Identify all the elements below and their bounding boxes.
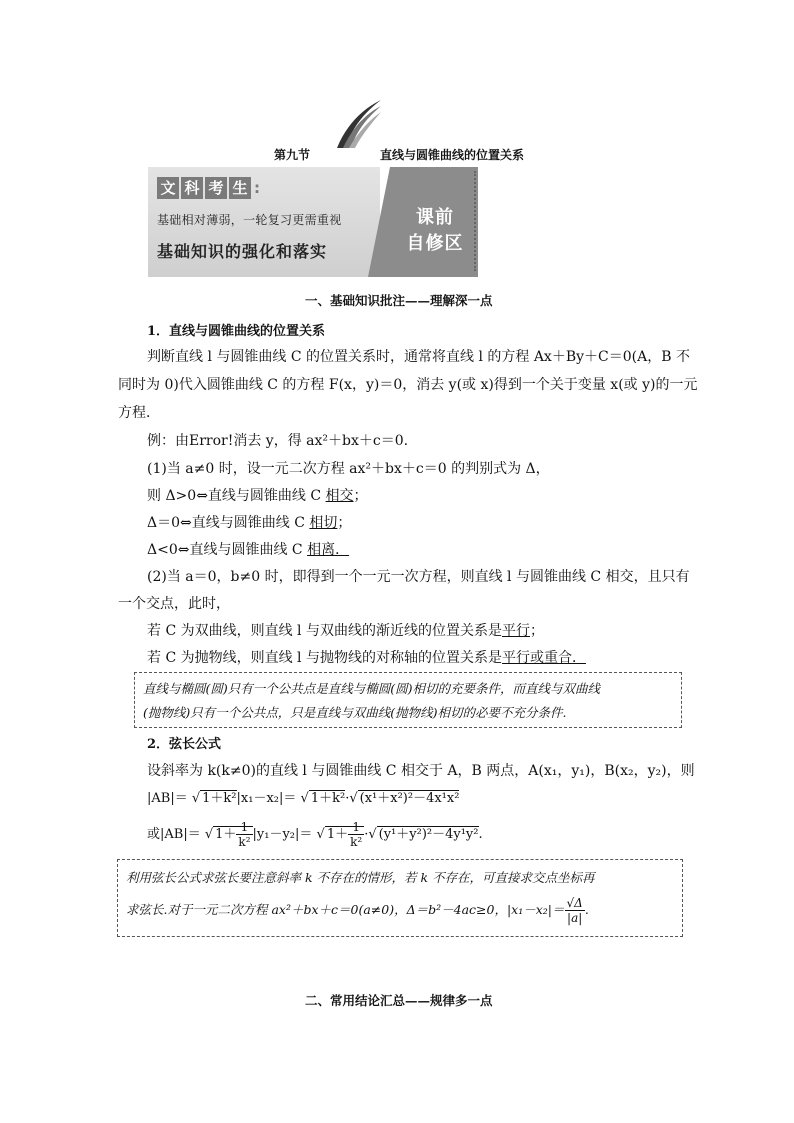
numerator <box>565 896 585 911</box>
numerator: 1 <box>348 820 364 835</box>
s1-title: 1．直线与圆锥曲线的位置关系 <box>147 324 326 339</box>
text: 1＋ <box>215 827 237 842</box>
banner-tag-char: 生 <box>229 177 251 199</box>
banner-left-panel <box>148 167 380 277</box>
note-line: (抛物线)只有一个公共点，只是直线与双曲线(抛物线)相切的必要不充分条件. <box>143 705 567 720</box>
banner-tag-char: 科 <box>181 177 203 199</box>
text: 求弦长.对于一元二次方程 ax²＋bx＋c＝0(a≠0)，Δ＝b²－4ac≥0，|x₁－x₂|＝ <box>126 902 565 917</box>
answer-blank: 平行 <box>502 623 530 639</box>
answer-blank: 相交 <box>325 488 354 504</box>
text: Δ<0⇔直线与圆锥曲线 C <box>147 542 308 558</box>
text: Δ＝0⇔直线与圆锥曲线 C <box>147 515 310 531</box>
s1-parabola <box>147 647 586 667</box>
radicand <box>325 820 364 849</box>
banner-subtitle: 基础相对薄弱，一轮复习更需重视 <box>157 213 342 227</box>
banner-tag-colon: : <box>254 179 260 197</box>
s1-para-line: 同时为 0)代入圆锥曲线 C 的方程 F(x，y)＝0，消去 y(或 x)得到一个关于变量 x(或 y)的一元 <box>118 377 698 393</box>
s2-para: 设斜率为 k(k≠0)的直线 l 与圆锥曲线 C 相交于 A，B 两点，A(x₁，y₁)，B(x₂，y₂)，则 <box>147 763 695 779</box>
answer-blank: 相离． <box>307 542 350 558</box>
s1-para-line: 判断直线 l 与圆锥曲线 C 的位置关系时，通常将直线 l 的方程 Ax＋By＋C＝0(A，B 不 <box>147 349 690 365</box>
text: . <box>584 902 589 917</box>
radicand <box>213 820 252 849</box>
note-line: 利用弦长公式求弦长要注意斜率 k 不存在的情形，若 k 不存在，可直接求交点坐标再 <box>126 870 595 885</box>
text: ； <box>530 623 544 639</box>
part1-heading: 一、基础知识批注——理解深一点 <box>305 293 493 308</box>
s1-result-intersect <box>147 485 368 505</box>
text: |x₁－x₂|＝ <box>236 791 297 806</box>
denominator: k² <box>350 835 363 849</box>
note-box <box>134 672 682 728</box>
text: · <box>345 791 350 806</box>
s1-case2-line: (2)当 a＝0，b≠0 时，即得到一个一元一次方程，则直线 l 与圆锥曲线 C 相交，且只有 <box>147 569 690 585</box>
sqrt-icon: √ <box>204 827 214 842</box>
note-line <box>126 896 589 925</box>
sqrt-icon: √ <box>368 827 377 842</box>
banner-tag-char: 考 <box>205 177 227 199</box>
sqrt-icon: √ <box>566 896 575 910</box>
text: 1＋ <box>326 827 349 842</box>
text: . <box>478 827 483 842</box>
banner-right-label <box>396 205 474 257</box>
s1-case2-line: 一个交点，此时， <box>118 596 230 612</box>
text: 若 C 为双曲线，则直线 l 与双曲线的渐近线的位置关系是 <box>147 623 502 639</box>
text: |y₁－y₂|＝ <box>252 827 313 842</box>
radicand: (x¹＋x²)²－4x¹x² <box>359 791 460 806</box>
fraction <box>565 896 585 925</box>
sqrt-icon: √ <box>316 827 325 842</box>
answer-blank: 相切 <box>309 515 338 531</box>
denominator: k² <box>238 835 251 849</box>
s1-case1: (1)当 a≠0 时，设一元二次方程 ax²＋bx＋c＝0 的判别式为 Δ， <box>147 461 550 477</box>
text: |AB|＝ <box>147 791 188 806</box>
banner-main-text: 基础知识的强化和落实 <box>157 242 328 261</box>
chord-formula-x <box>147 787 459 806</box>
answer-blank: 平行或重合． <box>502 650 586 666</box>
numerator: 1 <box>236 820 252 835</box>
text: 则 Δ>0⇔直线与圆锥曲线 C <box>147 488 326 504</box>
section-number: 第九节 <box>274 148 311 162</box>
banner-right-line: 课前 <box>416 207 454 228</box>
s1-hyperbola <box>147 620 544 640</box>
s1-result-tangent <box>147 512 351 532</box>
sqrt-icon: √ <box>191 791 201 806</box>
banner-tag-char: 文 <box>157 177 179 199</box>
radicand: 1＋k² <box>310 791 346 806</box>
banner-right-line: 自修区 <box>406 233 464 254</box>
s2-title: 2．弦长公式 <box>147 737 222 752</box>
denominator: |a| <box>567 911 583 925</box>
banner-tag <box>157 177 261 199</box>
chord-formula-y <box>147 820 483 849</box>
sqrt-icon: √ <box>300 791 309 806</box>
part2-heading: 二、常用结论汇总——规律多一点 <box>305 993 493 1008</box>
sqrt-icon: √ <box>349 791 358 806</box>
text: 若 C 为抛物线，则直线 l 与抛物线的对称轴的位置关系是 <box>147 650 502 666</box>
fraction <box>348 820 364 849</box>
text: 或|AB|＝ <box>147 827 201 842</box>
fraction <box>236 820 252 849</box>
swoosh-decoration-icon <box>335 98 383 150</box>
radicand: (y¹＋y²)²－4y¹y² <box>378 827 479 842</box>
banner-dotted-divider <box>474 171 478 271</box>
text: ； <box>337 515 352 531</box>
section-title: 直线与圆锥曲线的位置关系 <box>380 148 525 162</box>
banner <box>148 167 478 277</box>
text: ； <box>353 488 368 504</box>
s1-para-line: 方程． <box>118 405 160 421</box>
note-box <box>117 859 683 937</box>
note-line: 直线与椭圆(圆)只有一个公共点是直线与椭圆(圆)相切的充要条件，而直线与双曲线 <box>143 681 601 696</box>
text: · <box>364 827 369 842</box>
s1-result-separate <box>147 539 349 559</box>
radicand: Δ <box>574 896 583 910</box>
radicand: 1＋k² <box>202 791 237 806</box>
s1-example: 例：由Error!消去 y，得 ax²＋bx＋c＝0. <box>147 433 409 449</box>
